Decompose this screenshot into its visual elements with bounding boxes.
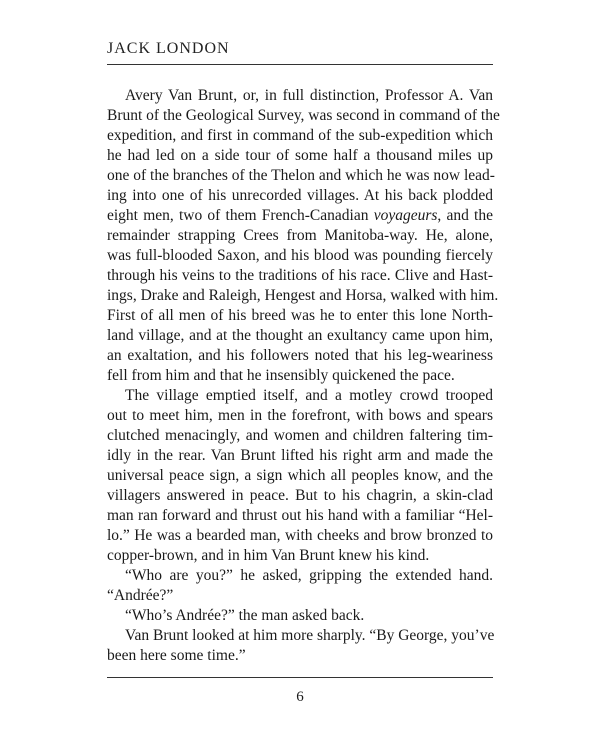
text-line: villagers answered in peace. But to his chagrin, a skin-clad xyxy=(107,487,493,504)
text-line: The village emptied itself, and a motley crowd trooped xyxy=(125,387,493,404)
text-line: through his veins to the traditions of his race. Clive and Hast- xyxy=(107,267,493,284)
text-line: Brunt of the Geological Survey, was second in command of the xyxy=(107,107,500,124)
text-line: eight men, two of them French-Canadian voyageurs, and the xyxy=(107,207,493,224)
text-line: an exaltation, and his followers noted that his leg-weariness xyxy=(107,347,493,364)
text-line: land village, and at the thought an exultancy came upon him, xyxy=(107,327,493,344)
text-line: was full-blooded Saxon, and his blood was pounding fiercely xyxy=(107,247,493,264)
body-text xyxy=(107,86,500,666)
text-line: First of all men of his breed was he to enter this lone North- xyxy=(107,307,493,324)
text-line: one of the branches of the Thelon and which he was now lead- xyxy=(107,167,495,184)
text-line: clutched menacingly, and women and children faltering tim- xyxy=(107,427,493,444)
text-line: idly in the rear. Van Brunt lifted his right arm and made the xyxy=(107,447,493,464)
text-line: expedition, and first in command of the sub-expedition which xyxy=(107,127,493,144)
text-line: ings, Drake and Raleigh, Hengest and Horsa, walked with him. xyxy=(107,287,499,304)
text-line: Avery Van Brunt, or, in full distinction, Professor A. Van xyxy=(125,87,493,104)
text-line: remainder strapping Crees from Manitoba-way. He, alone, xyxy=(107,227,493,244)
text-line: Van Brunt looked at him more sharply. “By George, you’ve xyxy=(125,627,495,644)
running-head: JACK LONDON xyxy=(107,40,230,57)
text-line: lo.” He was a bearded man, with cheeks and brow bronzed to xyxy=(107,527,493,544)
text-line: man ran forward and thrust out his hand with a familiar “Hel- xyxy=(107,507,493,524)
text-line: “Who’s Andrée?” the man asked back. xyxy=(125,607,365,624)
text-line: ing into one of his unrecorded villages. At his back plodded xyxy=(107,187,493,204)
text-line: he had led on a side tour of some half a thousand miles up xyxy=(107,147,493,164)
text-line: been here some time.” xyxy=(107,647,246,664)
page-number: 6 xyxy=(296,689,304,705)
text-line: universal peace sign, a sign which all peoples know, and the xyxy=(107,467,493,484)
text-line: copper-brown, and in him Van Brunt knew his kind. xyxy=(107,547,430,564)
text-line: out to meet him, men in the forefront, with bows and spears xyxy=(107,407,493,424)
text-line: “Andrée?” xyxy=(107,587,174,604)
footer-rule xyxy=(107,677,493,678)
header-rule xyxy=(107,64,493,65)
text-line: “Who are you?” he asked, gripping the extended hand. xyxy=(125,567,493,584)
text-line: fell from him and that he insensibly quickened the pace. xyxy=(107,367,455,384)
